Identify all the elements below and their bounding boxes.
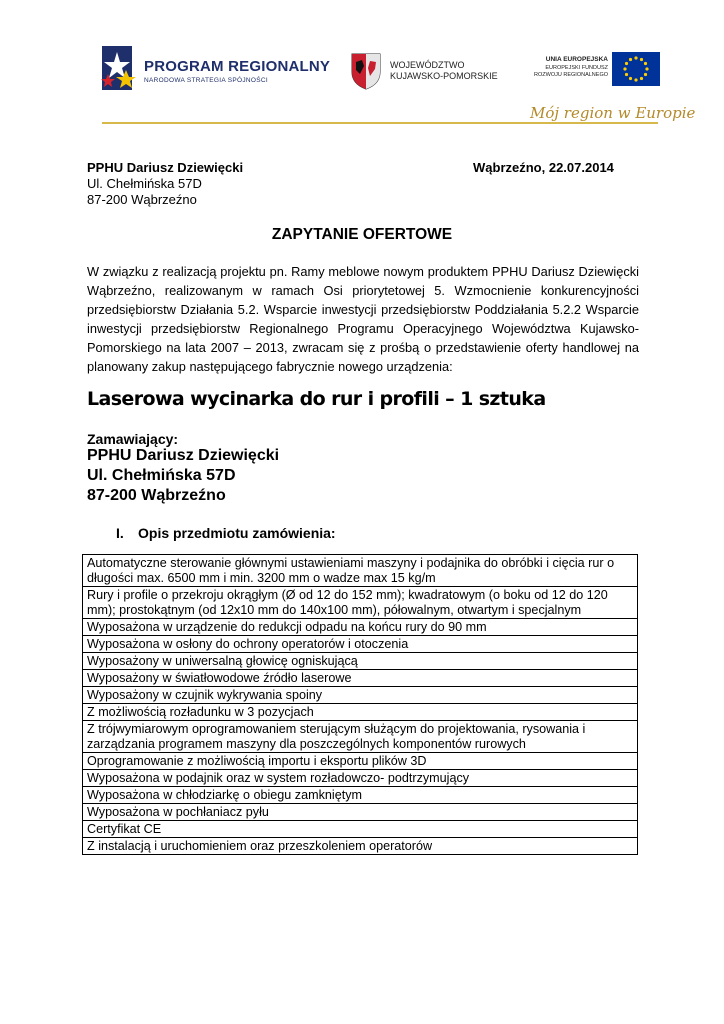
table-row (83, 804, 638, 821)
program-subtitle: NARODOWA STRATEGIA SPÓJNOŚCI (144, 77, 268, 84)
table-cell: Wyposażona w urządzenie do redukcji odpadu na końcu rury do 90 mm (83, 619, 638, 636)
table-cell: Wyposażona w osłony do ochrony operatorów i otoczenia (83, 636, 638, 653)
sender-street: Ul. Chełmińska 57D (87, 176, 202, 191)
sender-name: PPHU Dariusz Dziewięcki (87, 160, 244, 175)
body-paragraph: W związku z realizacją projektu pn. Ramy meblowe nowym produktem PPHU Dariusz Dziewięcki Wąbrzeźno, realizowanym w ramach Osi priorytetowej 5. Wzmocnienie konkurencyjności przedsiębiorstw Działania 5.2. Wsparcie inwestycji przedsiębiorstw Poddziałania 5.2.2 Wsparcie inwestycji przedsiębiorstw Regionalnego Programu Operacyjnego Województwa Kujawsko-Pomorskiego na lata 2007 – 2013, zwracam się z prośbą o przedstawienie oferty handlowej na planowany zakup następującego fabrycznie nowego urządzenia: (87, 264, 639, 374)
table-row (83, 770, 638, 787)
buyer-city: 87-200 Wąbrzeźno (87, 487, 226, 504)
coat-of-arms-icon (350, 52, 382, 90)
region-line2: KUJAWSKO-POMORSKIE (390, 71, 498, 81)
table-cell: Wyposażona w chłodziarkę o obiegu zamkniętym (83, 787, 638, 804)
specification-table (82, 554, 638, 855)
table-cell: Certyfikat CE (83, 821, 638, 838)
table-cell: Wyposażony w światłowodowe źródło laserowe (83, 670, 638, 687)
program-regionalny-star-icon (100, 44, 142, 106)
eu-logo (520, 52, 660, 96)
table-row (83, 619, 638, 636)
section-number: I. (116, 525, 124, 541)
section-title: Opis przedmiotu zamówienia: (138, 525, 336, 541)
program-title: PROGRAM REGIONALNY (144, 58, 331, 75)
table-row (83, 838, 638, 855)
table-row (83, 653, 638, 670)
eu-line1: UNIA EUROPEJSKA (545, 56, 608, 63)
table-cell: Wyposażona w pochłaniacz pyłu (83, 804, 638, 821)
table-cell: Z możliwością rozładunku w 3 pozycjach (83, 704, 638, 721)
eu-line3: ROZWOJU REGIONALNEGO (534, 72, 608, 78)
table-row (83, 670, 638, 687)
table-row (83, 721, 638, 753)
table-cell: Wyposażony w uniwersalną głowicę ogniskującą (83, 653, 638, 670)
header-divider (102, 122, 658, 124)
buyer-name: PPHU Dariusz Dziewięcki (87, 447, 280, 464)
table-row (83, 787, 638, 804)
document-date: Wąbrzeźno, 22.07.2014 (473, 160, 614, 175)
table-row (83, 821, 638, 838)
region-logo (350, 52, 500, 92)
table-cell: Wyposażona w podajnik oraz w system rozładowczo- podtrzymujący (83, 770, 638, 787)
program-regionalny-logo (100, 44, 331, 106)
region-line1: WOJEWÓDZTWO (390, 60, 465, 70)
table-cell: Oprogramowanie z możliwością importu i eksportu plików 3D (83, 753, 638, 770)
motto: Mój region w Europie (530, 104, 696, 122)
eu-flag-icon (612, 52, 660, 86)
sender-city: 87-200 Wąbrzeźno (87, 192, 197, 207)
table-cell: Automatyczne sterowanie głównymi ustawieniami maszyny i podajnika do obróbki i cięcia rur o długości max. 6500 mm i min. 3200 mm o wadze max 15 kg/m (83, 555, 638, 587)
table-cell: Wyposażony w czujnik wykrywania spoiny (83, 687, 638, 704)
table-cell: Z instalacją i uruchomieniem oraz przeszkoleniem operatorów (83, 838, 638, 855)
table-row (83, 687, 638, 704)
table-row (83, 555, 638, 587)
buyer-street: Ul. Chełmińska 57D (87, 467, 236, 484)
table-row (83, 753, 638, 770)
table-row (83, 636, 638, 653)
table-cell: Rury i profile o przekroju okrągłym (Ø od 12 do 152 mm); kwadratowym (o boku od 12 do 120 mm); prostokątnym (od 12x10 mm do 140x100 mm), półowalnym, otwartym i specjalnym (83, 587, 638, 619)
table-row (83, 587, 638, 619)
table-row (83, 704, 638, 721)
buyer-label: Zamawiający: (87, 431, 179, 447)
eu-line2: EUROPEJSKI FUNDUSZ (545, 65, 608, 71)
product-heading: Laserowa wycinarka do rur i profili – 1 sztuka (87, 388, 546, 410)
document-title: ZAPYTANIE OFERTOWE (271, 226, 453, 243)
table-cell: Z trójwymiarowym oprogramowaniem sterującym służącym do projektowania, rysowania i zarządzania programem maszyny dla poszczególnych komponentów rurowych (83, 721, 638, 753)
